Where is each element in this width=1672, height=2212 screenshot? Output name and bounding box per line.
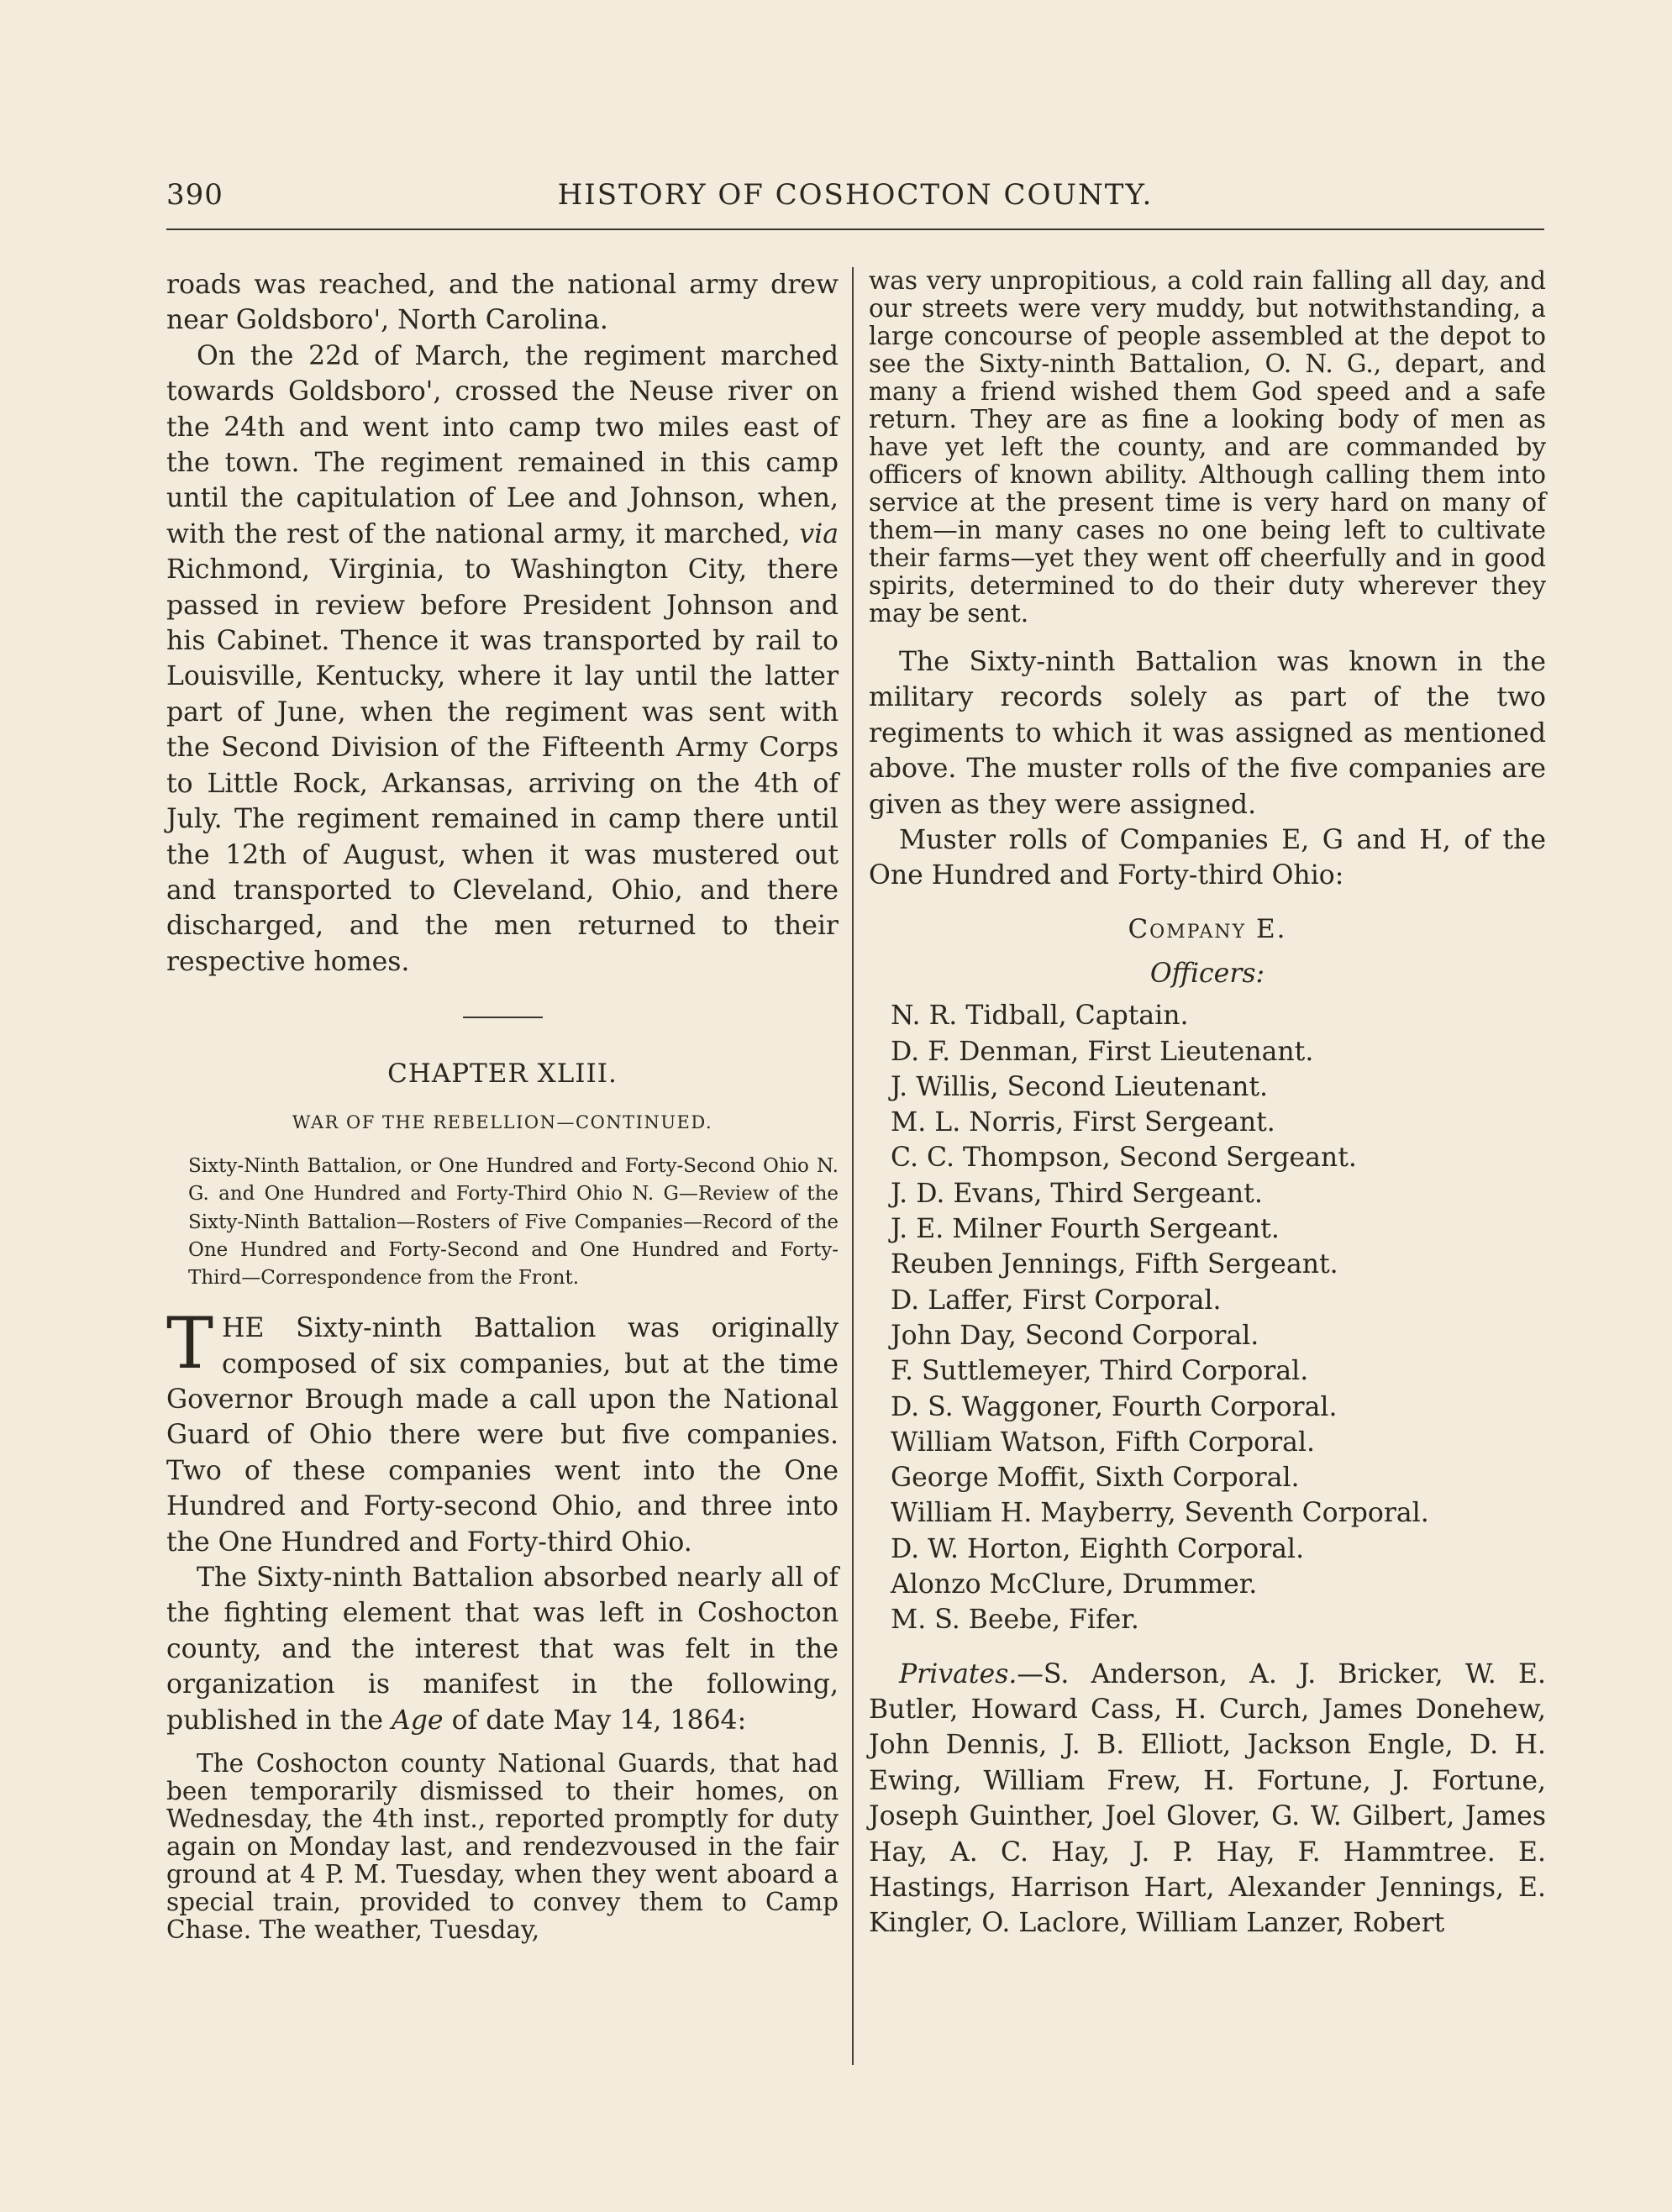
officer-entry: John Day, Second Corporal. [891, 1320, 1259, 1351]
right-column [869, 267, 1546, 1941]
officer-entry: D. F. Denman, First Lieutenant. [891, 1036, 1314, 1067]
officer-entry: William Watson, Fifth Corporal. [891, 1427, 1316, 1458]
officer-entry: D. W. Horton, Eighth Corporal. [891, 1533, 1305, 1564]
page-number: 390 [166, 178, 223, 212]
officer-entry: M. S. Beebe, Fifer. [891, 1605, 1139, 1636]
paragraph: THE Sixty-ninth Battalion was originally composed of six companies, but at the time Governor Brough made a call upon the National Guard of Ohio there were but five companies. Two of these companies went into the One Hundred and Forty-second Ohio, and three into the One Hundred and Forty-third Ohio. [166, 1302, 839, 1558]
officer-entry: Reuben Jennings, Fifth Sergeant. [891, 1249, 1338, 1280]
officer-entry: J. Willis, Second Lieutenant. [891, 1071, 1269, 1102]
company-heading: Company E. [1128, 913, 1287, 944]
officers-heading: Officers: [1149, 958, 1265, 989]
italic-via: via [799, 518, 839, 549]
header-rule [166, 229, 1544, 230]
officer-entry: N. R. Tidball, Captain. [891, 1001, 1189, 1032]
column-divider [852, 267, 854, 2065]
paragraph: roads was reached, and the national army drew near Goldsboro', North Carolina. [166, 270, 839, 336]
drop-cap: T [166, 1302, 214, 1385]
privates-list: Privates.—S. Anderson, A. J. Bricker, W. E. Butler, Howard Cass, H. Curch, James Donehew, John Dennis, J. B. Elliott, Jackson Engle, D. H. Ewing, William Frew, H. Fortune, J. Fortune, Joseph Guinther, Joel Glover, G. W. Gilbert, James Hay, A. C. Hay, J. P. Hay, F. Hammtree. E. Hastings, Harrison Hart, Alexander Jennings, E. Kingler, O. Laclore, William Lanzer, Robert [869, 1658, 1546, 1939]
running-header [166, 178, 1544, 220]
privates-label: Privates. [899, 1658, 1017, 1689]
paragraph: The Sixty-ninth Battalion absorbed nearly all of the fighting element that was left in Coshocton county, and the interest that was felt in the organization is manifest in the following, published in the Age of date May 14, 1864: [166, 1562, 839, 1736]
officer-entry: D. S. Waggoner, Fourth Corporal. [891, 1391, 1338, 1422]
officer-entry: J. D. Evans, Third Sergeant. [891, 1178, 1263, 1209]
chapter-subtitle: WAR OF THE REBELLION—CONTINUED. [292, 1112, 713, 1133]
running-title: HISTORY OF COSHOCTON COUNTY. [557, 178, 1154, 212]
quoted-passage: The Coshocton county National Guards, that had been temporarily dismissed to their homes, on Wednesday, the 4th inst., reported promptly for duty again on Monday last, and rendezvoused in the fair ground at 4 P. M. Tuesday, when they went aboard a special train, provided to convey them to Camp Chase. The weather, Tuesday, [166, 1749, 839, 1945]
officer-entry: D. Laffer, First Corporal. [891, 1285, 1222, 1316]
paragraph: On the 22d of March, the regiment marched towards Goldsboro', crossed the Neuse river on the 24th and went into camp two miles east of the town. The regiment remained in this camp until the capitulation of Lee and Johnson, when, with the rest of the national army, it marched, via Richmond, Virginia, to Washington City, there passed in review before President Johnson and his Cabinet. Thence it was transported by rail to Louisville, Kentucky, where it lay until the latter part of June, when the regiment was sent with the Second Division of the Fifteenth Army Corps to Little Rock, Arkansas, arriving on the 4th of July. The regiment remained in camp there until the 12th of August, when it was mustered out and transported to Cleveland, Ohio, and there discharged, and the men returned to their respective homes. [166, 340, 839, 977]
paragraph: Muster rolls of Companies E, G and H, of the One Hundred and Forty-third Ohio: [869, 825, 1546, 891]
officer-entry: F. Suttlemeyer, Third Corporal. [891, 1356, 1309, 1387]
officers-list [869, 998, 1546, 1637]
chapter-synopsis: Sixty-Ninth Battalion, or One Hundred and Forty-Second Ohio N. G. and One Hundred and Forty-Third Ohio N. G—Review of the Sixty-Ninth Battalion—Rosters of Five Companies—Record of the One Hundred and Forty-Second and One Hundred and Forty-Third—Correspondence from the Front. [188, 1155, 839, 1289]
officer-entry: Alonzo McClure, Drummer. [891, 1569, 1258, 1600]
officer-entry: J. E. Milner Fourth Sergeant. [891, 1214, 1280, 1245]
left-column [166, 267, 839, 1944]
chapter-heading: CHAPTER XLIII. [387, 1059, 618, 1090]
paragraph: The Sixty-ninth Battalion was known in the military records solely as part of the two regiments to which it was assigned as mentioned above. The muster rolls of the five companies are given as they were assigned. [869, 647, 1546, 820]
officer-entry: C. C. Thompson, Second Sergeant. [891, 1143, 1357, 1174]
officer-entry: William H. Mayberry, Seventh Corporal. [891, 1498, 1429, 1529]
italic-age: Age [392, 1705, 444, 1736]
officer-entry: M. L. Norris, First Sergeant. [891, 1107, 1275, 1138]
quoted-passage-continued: was very unpropitious, a cold rain falling all day, and our streets were very muddy, but notwithstanding, a large concourse of people assembled at the depot to see the Sixty-ninth Battalion, O. N. G., depart, and many a friend wished them God speed and a safe return. They are as fine a looking body of men as have yet left the county, and are commanded by officers of known ability. Although calling them into service at the present time is very hard on many of them—in many cases no one being left to cultivate their farms—yet they went off cheerfully and in good spirits, determined to do their duty wherever they may be sent. [869, 266, 1546, 628]
officer-entry: George Moffit, Sixth Corporal. [891, 1463, 1300, 1494]
